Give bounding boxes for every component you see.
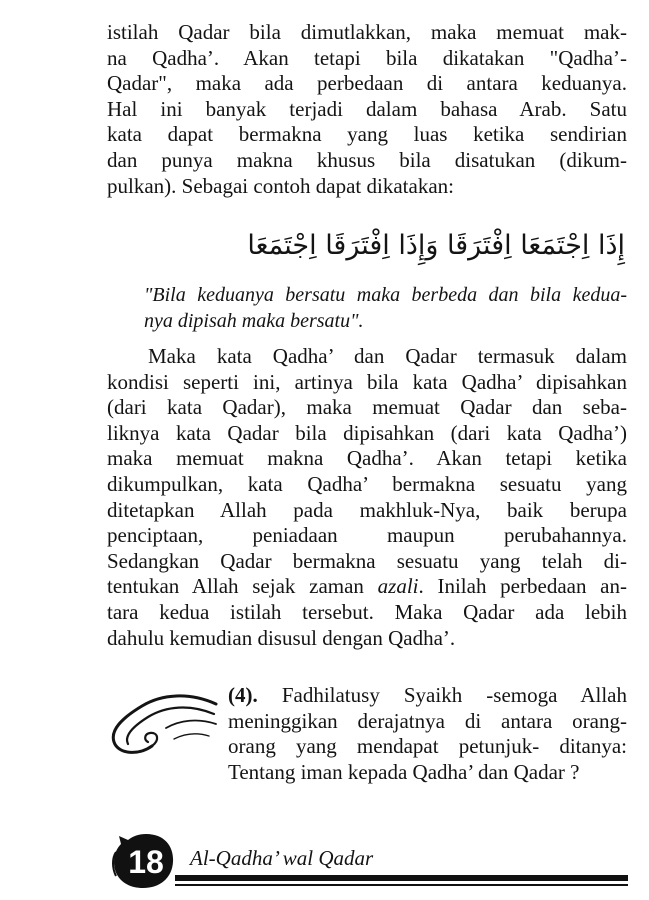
text-line: istilah Qadar bila dimutlakkan, maka memuat mak- [107, 20, 627, 44]
text-line: meninggikan derajatnya di antara orang- [228, 708, 627, 733]
text-line: Hal ini banyak terjadi dalam bahasa Arab. Satu [107, 96, 627, 121]
text-line: kata dapat bermakna yang luas ketika sendirian [107, 122, 627, 147]
text-line: pulkan). Sebagai contoh dapat dikatakan: [107, 173, 454, 198]
text-segment: tentukan Allah sejak zaman [107, 574, 378, 599]
text-line: dan punya makna khusus bila disatukan (dikum- [107, 147, 627, 172]
text-line: Sedangkan Qadar bermakna sesuatu yang telah di- [107, 548, 627, 573]
question-block [228, 683, 627, 785]
text-segment: Fadhilatusy Syaikh -semoga Allah [257, 683, 627, 707]
footer-rule [175, 875, 628, 881]
book-title: Al-Qadha’ wal Qadar [190, 846, 374, 870]
arabic-quote: إِذَا اِجْتَمَعَا اِفْتَرَقَا وَإِذَا اِفْتَرَقَا اِجْتَمَعَا [247, 230, 625, 261]
text-line: Maka kata Qadha’ dan Qadar termasuk dalam [148, 344, 627, 368]
question-number: (4). [228, 683, 258, 707]
text-line: "Bila keduanya bersatu maka berbeda dan bila kedua- [144, 284, 627, 306]
text-line: maka memuat makna Qadha’. Akan tetapi ketika [107, 446, 627, 471]
page-number: 18 [128, 844, 164, 880]
paragraph-intro [107, 20, 627, 199]
text-line: orang yang mendapat petunjuk- ditanya: [228, 734, 627, 759]
swirl-ornament-icon [104, 690, 219, 762]
text-line: Qadar", maka ada perbedaan di antara keduanya. [107, 71, 627, 96]
footer-rule-thin [175, 884, 628, 886]
text-line: ditetapkan Allah pada makhluk-Nya, baik berupa [107, 497, 627, 522]
text-line: Tentang iman kepada Qadha’ dan Qadar ? [228, 759, 580, 784]
text-segment: . Inilah perbedaan an- [418, 574, 627, 599]
text-line: (dari kata Qadar), maka memuat Qadar dan seba- [107, 395, 627, 420]
text-line: dahulu kemudian disusul dengan Qadha’. [107, 625, 456, 650]
text-line: na Qadha’. Akan tetapi bila dikatakan "Qadha’- [107, 45, 627, 70]
text-line: liknya kata Qadar bila dipisahkan (dari kata Qadha’) [107, 420, 627, 445]
text-line: nya dipisah maka bersatu". [144, 310, 364, 332]
text-line [228, 683, 627, 709]
text-line [107, 574, 627, 600]
text-line: tara kedua istilah tersebut. Maka Qadar ada lebih [107, 599, 627, 624]
text-line: dikumpulkan, kata Qadha’ bermakna sesuatu yang [107, 471, 627, 496]
quote-translation [144, 282, 627, 334]
text-line: kondisi seperti ini, artinya bila kata Qadha’ dipisahkan [107, 369, 627, 394]
text-line: penciptaan, peniadaan maupun perubahannya. [107, 523, 627, 548]
paragraph-explanation [107, 344, 627, 651]
italic-term: azali [377, 574, 419, 599]
